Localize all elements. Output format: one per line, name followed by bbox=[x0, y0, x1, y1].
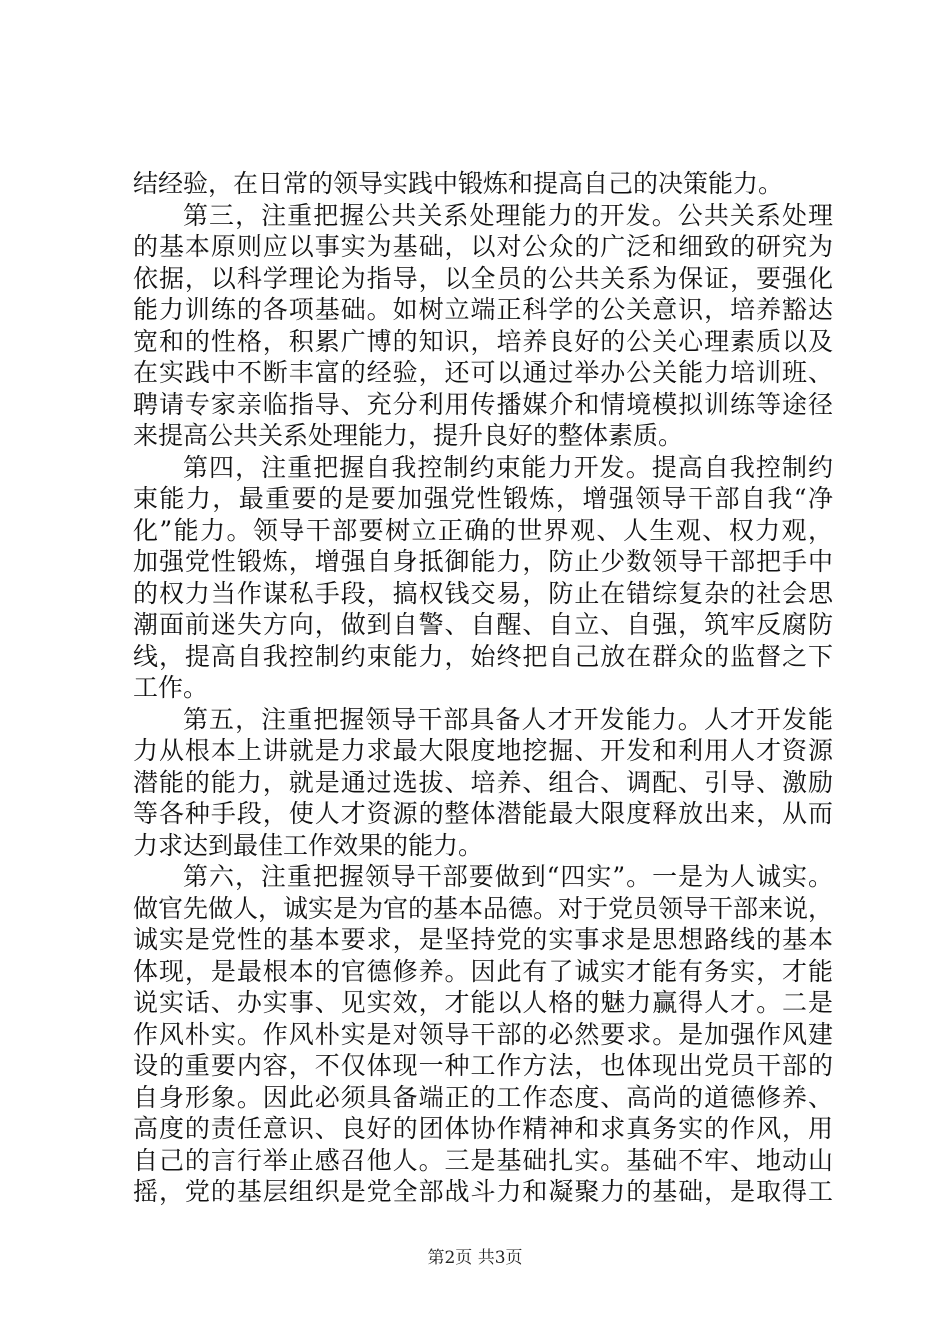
text-line: 体现，是最根本的官德修养。因此有了诚实才能有务实，才能 bbox=[133, 956, 833, 986]
text-line: 在实践中不断丰富的经验，还可以通过举办公关能力培训班、 bbox=[133, 358, 833, 387]
text-line: 摇，党的基层组织是党全部战斗力和凝聚力的基础，是取得工 bbox=[133, 1177, 833, 1206]
text-line: 诚实是党性的基本要求，是坚持党的实事求是思想路线的基本 bbox=[133, 925, 833, 954]
text-line: 高度的责任意识、良好的团体协作精神和求真务实的作风，用 bbox=[133, 1114, 833, 1143]
document-body bbox=[133, 168, 833, 1208]
text-line: 加强党性锻炼，增强自身抵御能力，防止少数领导干部把手中 bbox=[133, 547, 833, 576]
text-line: 的权力当作谋私手段，搞权钱交易，防止在错综复杂的社会思 bbox=[133, 578, 833, 608]
text-line: 力从根本上讲就是力求最大限度地挖掘、开发和利用人才资源 bbox=[133, 736, 833, 765]
text-line: 做官先做人，诚实是为官的基本品德。对于党员领导干部来说， bbox=[133, 893, 833, 923]
text-line: 能力训练的各项基础。如树立端正科学的公关意识，培养豁达 bbox=[133, 295, 833, 324]
text-line: 说实话、办实事、见实效，才能以人格的魅力赢得人才。二是 bbox=[133, 988, 833, 1017]
text-line: 来提高公共关系处理能力，提升良好的整体素质。 bbox=[133, 421, 684, 450]
text-line: 聘请专家亲临指导、充分利用传播媒介和情境模拟训练等途径 bbox=[133, 389, 833, 419]
text-line: 结经验，在日常的领导实践中锻炼和提高自己的决策能力。 bbox=[133, 169, 784, 198]
text-line: 的基本原则应以事实为基础，以对公众的广泛和细致的研究为 bbox=[133, 232, 833, 261]
text-line: 第三，注重把握公共关系处理能力的开发。公共关系处理 bbox=[183, 200, 833, 230]
text-line: 等各种手段，使人才资源的整体潜能最大限度释放出来，从而 bbox=[133, 799, 833, 828]
text-line: 力求达到最佳工作效果的能力。 bbox=[133, 830, 484, 860]
text-line: 束能力，最重要的是要加强党性锻炼，增强领导干部自我“净 bbox=[133, 484, 833, 513]
text-line: 工作。 bbox=[133, 673, 209, 702]
text-line: 依据，以科学理论为指导，以全员的公共关系为保证，要强化 bbox=[133, 263, 833, 293]
page-footer bbox=[0, 1247, 950, 1269]
text-line: 化”能力。领导干部要树立正确的世界观、人生观、权力观， bbox=[133, 515, 833, 545]
text-line: 设的重要内容，不仅体现一种工作方法，也体现出党员干部的 bbox=[133, 1051, 833, 1080]
text-line: 宽和的性格，积累广博的知识，培养良好的公关心理素质以及 bbox=[133, 326, 833, 356]
text-line: 自身形象。因此必须具备端正的工作态度、高尚的道德修养、 bbox=[133, 1082, 833, 1112]
text-line: 线，提高自我控制约束能力，始终把自己放在群众的监督之下 bbox=[133, 641, 833, 671]
text-line: 潜能的能力，就是通过选拔、培养、组合、调配、引导、激励 bbox=[133, 767, 833, 797]
text-line: 自己的言行举止感召他人。三是基础扎实。基础不牢、地动山 bbox=[133, 1145, 833, 1175]
text-line: 第四，注重把握自我控制约束能力开发。提高自我控制约 bbox=[183, 452, 833, 482]
text-line: 作风朴实。作风朴实是对领导干部的必然要求。是加强作风建 bbox=[133, 1019, 833, 1049]
text-line: 第六，注重把握领导干部要做到“四实”。一是为人诚实。 bbox=[183, 862, 833, 891]
page-indicator: 第2页 共3页 bbox=[427, 1248, 523, 1268]
text-line: 第五，注重把握领导干部具备人才开发能力。人才开发能 bbox=[183, 704, 833, 734]
text-line: 潮面前迷失方向，做到自警、自醒、自立、自强，筑牢反腐防 bbox=[133, 610, 833, 639]
